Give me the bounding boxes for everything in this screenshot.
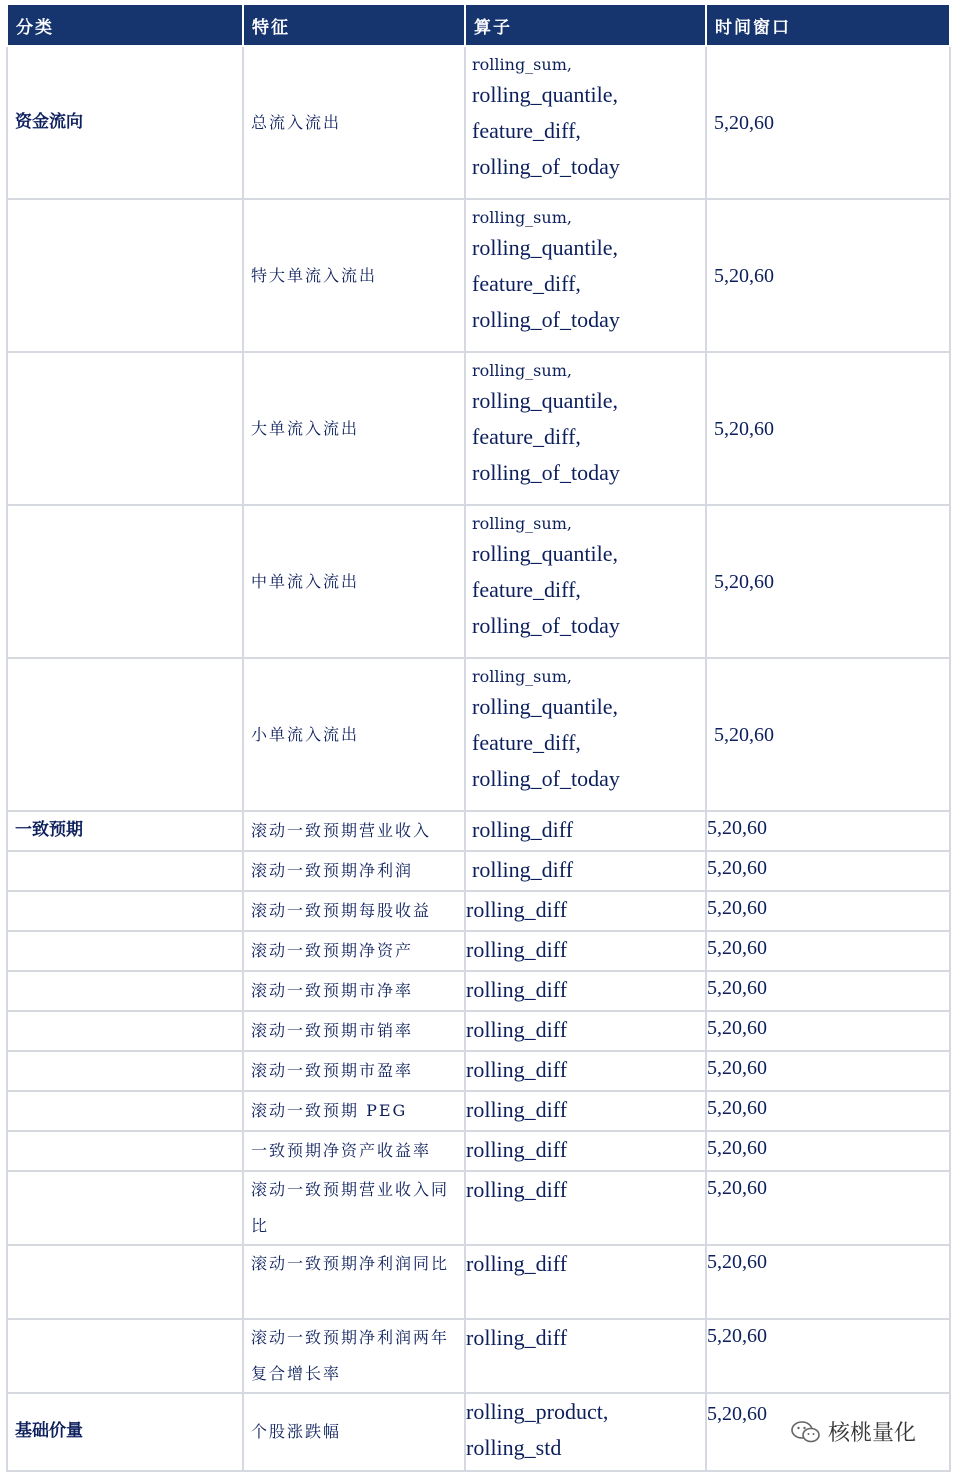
operator-line: rolling_quantile, bbox=[472, 388, 619, 413]
feature-cell: 滚动一致预期净利润 bbox=[243, 851, 465, 891]
feature-table bbox=[6, 3, 951, 1472]
feature-cell: 总流入流出 bbox=[243, 46, 465, 199]
feature-cell: 滚动一致预期每股收益 bbox=[243, 891, 465, 931]
operator-cell: rolling_diff bbox=[465, 1245, 706, 1319]
header-window: 时间窗口 bbox=[706, 4, 950, 46]
window-cell: 5,20,60 bbox=[706, 352, 950, 505]
window-cell: 5,20,60 bbox=[706, 1319, 950, 1393]
window-cell: 5,20,60 bbox=[706, 46, 950, 199]
table-row bbox=[7, 658, 950, 811]
operator-cell bbox=[465, 46, 706, 199]
operator-line: feature_diff, bbox=[472, 577, 581, 602]
table-row bbox=[7, 1319, 950, 1393]
feature-cell: 滚动一致预期营业收入同比 bbox=[243, 1171, 465, 1245]
watermark bbox=[790, 1416, 916, 1447]
category-cell bbox=[7, 851, 243, 891]
operator-line: feature_diff, bbox=[472, 118, 581, 143]
table-row bbox=[7, 199, 950, 352]
category-cell bbox=[7, 658, 243, 811]
category-cell bbox=[7, 1051, 243, 1091]
operator-line: rolling_of_today bbox=[472, 766, 620, 791]
feature-cell: 滚动一致预期营业收入 bbox=[243, 811, 465, 851]
operator-cell: rolling_diff bbox=[465, 1171, 706, 1245]
operator-line: rolling_sum, bbox=[472, 514, 572, 533]
operator-cell: rolling_diff bbox=[465, 851, 706, 891]
window-cell: 5,20,60 bbox=[706, 1091, 950, 1131]
operator-line: rolling_sum, bbox=[472, 55, 572, 74]
watermark-text: 核桃量化 bbox=[828, 1421, 917, 1446]
feature-cell: 个股涨跌幅 bbox=[243, 1393, 465, 1471]
category-cell bbox=[7, 199, 243, 352]
table-row bbox=[7, 505, 950, 658]
operator-line: rolling_quantile, bbox=[472, 694, 619, 719]
table-row bbox=[7, 352, 950, 505]
window-cell: 5,20,60 bbox=[706, 1393, 950, 1471]
category-cell bbox=[7, 1131, 243, 1171]
operator-cell bbox=[465, 505, 706, 658]
operator-cell: rolling_diff bbox=[465, 1091, 706, 1131]
category-cell bbox=[7, 891, 243, 931]
category-cell bbox=[7, 1319, 243, 1393]
operator-line: rolling_of_today bbox=[472, 154, 620, 179]
window-cell: 5,20,60 bbox=[706, 1245, 950, 1319]
operator-line: feature_diff, bbox=[472, 730, 581, 755]
header-feature: 特征 bbox=[243, 4, 465, 46]
table-row bbox=[7, 931, 950, 971]
window-cell: 5,20,60 bbox=[706, 505, 950, 658]
feature-cell: 滚动一致预期净资产 bbox=[243, 931, 465, 971]
table-row bbox=[7, 1131, 950, 1171]
operator-cell: rolling_diff bbox=[465, 1131, 706, 1171]
feature-cell: 大单流入流出 bbox=[243, 352, 465, 505]
header-operator: 算子 bbox=[465, 4, 706, 46]
feature-cell: 滚动一致预期 PEG bbox=[243, 1091, 465, 1131]
category-cell bbox=[7, 971, 243, 1011]
window-cell: 5,20,60 bbox=[706, 931, 950, 971]
table-row bbox=[7, 1245, 950, 1319]
feature-cell: 滚动一致预期市销率 bbox=[243, 1011, 465, 1051]
table-row bbox=[7, 851, 950, 891]
table-row bbox=[7, 46, 950, 199]
category-cell bbox=[7, 931, 243, 971]
table-row bbox=[7, 1011, 950, 1051]
category-cell bbox=[7, 1171, 243, 1245]
operator-line: rolling_product, bbox=[466, 1399, 609, 1424]
window-cell: 5,20,60 bbox=[706, 811, 950, 851]
table-row bbox=[7, 971, 950, 1011]
operator-cell: rolling_diff bbox=[465, 1051, 706, 1091]
table-row bbox=[7, 1171, 950, 1245]
operator-cell: rolling_diff bbox=[465, 811, 706, 851]
operator-line: rolling_of_today bbox=[472, 307, 620, 332]
operator-cell bbox=[465, 1393, 706, 1471]
operator-line: rolling_quantile, bbox=[472, 82, 619, 107]
feature-cell: 中单流入流出 bbox=[243, 505, 465, 658]
operator-line: rolling_of_today bbox=[472, 460, 620, 485]
operator-line: rolling_sum, bbox=[472, 361, 572, 380]
operator-line: rolling_std bbox=[466, 1435, 562, 1460]
category-cell bbox=[7, 505, 243, 658]
table-row bbox=[7, 1051, 950, 1091]
feature-cell: 滚动一致预期市盈率 bbox=[243, 1051, 465, 1091]
window-cell: 5,20,60 bbox=[706, 891, 950, 931]
window-cell: 5,20,60 bbox=[706, 971, 950, 1011]
operator-line: feature_diff, bbox=[472, 424, 581, 449]
operator-line: rolling_sum, bbox=[472, 208, 572, 227]
feature-cell: 一致预期净资产收益率 bbox=[243, 1131, 465, 1171]
operator-cell: rolling_diff bbox=[465, 971, 706, 1011]
window-cell: 5,20,60 bbox=[706, 1171, 950, 1245]
feature-cell: 滚动一致预期净利润同比 bbox=[243, 1245, 465, 1319]
category-cell bbox=[7, 1011, 243, 1051]
table-row bbox=[7, 891, 950, 931]
operator-line: rolling_sum, bbox=[472, 667, 572, 686]
operator-cell bbox=[465, 199, 706, 352]
operator-cell bbox=[465, 352, 706, 505]
feature-cell: 特大单流入流出 bbox=[243, 199, 465, 352]
category-cell: 一致预期 bbox=[7, 811, 243, 851]
feature-cell: 滚动一致预期净利润两年复合增长率 bbox=[243, 1319, 465, 1393]
category-cell bbox=[7, 1245, 243, 1319]
operator-line: rolling_quantile, bbox=[472, 541, 619, 566]
wechat-icon bbox=[790, 1419, 822, 1445]
operator-cell: rolling_diff bbox=[465, 1011, 706, 1051]
table-row bbox=[7, 1091, 950, 1131]
operator-line: rolling_quantile, bbox=[472, 235, 619, 260]
header-category: 分类 bbox=[7, 4, 243, 46]
window-cell: 5,20,60 bbox=[706, 1011, 950, 1051]
window-cell: 5,20,60 bbox=[706, 1051, 950, 1091]
category-cell: 基础价量 bbox=[7, 1393, 243, 1471]
category-cell bbox=[7, 352, 243, 505]
window-cell: 5,20,60 bbox=[706, 851, 950, 891]
window-cell: 5,20,60 bbox=[706, 1131, 950, 1171]
operator-line: rolling_of_today bbox=[472, 613, 620, 638]
table-row bbox=[7, 811, 950, 851]
feature-cell: 小单流入流出 bbox=[243, 658, 465, 811]
window-cell: 5,20,60 bbox=[706, 199, 950, 352]
operator-cell: rolling_diff bbox=[465, 1319, 706, 1393]
operator-cell: rolling_diff bbox=[465, 931, 706, 971]
category-cell bbox=[7, 1091, 243, 1131]
feature-cell: 滚动一致预期市净率 bbox=[243, 971, 465, 1011]
table-header-row bbox=[7, 4, 950, 46]
operator-line: feature_diff, bbox=[472, 271, 581, 296]
operator-cell: rolling_diff bbox=[465, 891, 706, 931]
category-cell: 资金流向 bbox=[7, 46, 243, 199]
operator-cell bbox=[465, 658, 706, 811]
window-cell: 5,20,60 bbox=[706, 658, 950, 811]
